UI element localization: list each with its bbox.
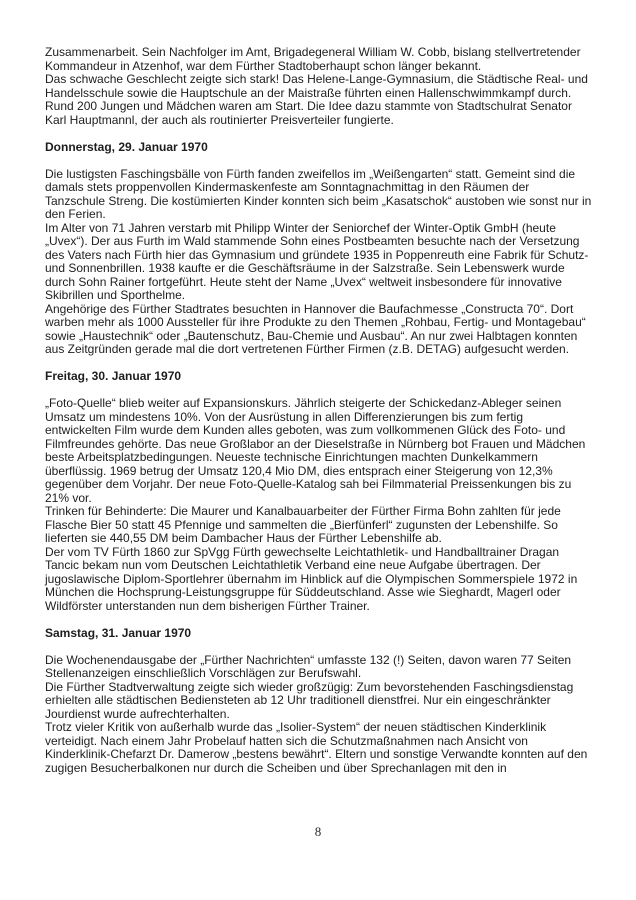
section-paragraph: Trinken für Behinderte: Die Maurer und Kanalbauarbeiter der Fürther Firma Bohn zahlten für jede Flasche Bier 50 statt 45 Pfennige und sammelten die „Bierfünferl“ zugunsten der Lebenshilfe. So lieferten sie 440,55 DM beim Dambacher Haus der Fürther Lebenshilfe ab. (45, 504, 561, 545)
section-heading: Freitag, 30. Januar 1970 (45, 369, 182, 383)
section-paragraph: Trotz vieler Kritik von außerhalb wurde das „Isolier-System“ der neuen städtischen Kinderklinik verteidigt. Nach einem Jahr Probelauf hatten sich die Schutzmaßnahmen nach Ansicht von Kinderklinik-Chefarzt Dr. Damerow „bestens bewährt“. Eltern und sonstige Verwandte konnten auf den zugigen Besucherbalkonen nur durch die Scheiben und über Sprechanlagen mit den in (45, 720, 588, 775)
section-paragraph: Angehörige des Fürther Stadtrates besuchten in Hannover die Baufachmesse „Constructa 70“. Dort warben mehr als 1000 Aussteller für ihre Produkte zu den Themen „Rohbau, Fertig- und Montagebau“ sowie „Haustechnik“ oder „Bautenschutz, Bau-Chemie und Ausbau“. An nur zwei Halbtagen konnten aus Zeitgründen gerade mal die dort vertretenen Fürther Firmen (z.B. DETAG) aufgesucht werden. (45, 301, 586, 356)
section-heading: Samstag, 31. Januar 1970 (45, 625, 192, 640)
section-paragraph: Die Fürther Stadtverwaltung zeigte sich wieder großzügig: Zum bevorstehenden Faschingsdienstag erhielten alle städtischen Bediensteten ab 12 Uhr traditionell dienstfrei. Nur ein eingeschränkter Jourdienst wurde aufrechterhalten. (45, 679, 574, 721)
document-content (45, 46, 592, 775)
section-paragraph: Die lustigsten Faschingsbälle von Fürth fanden zweifellos im „Weißengarten“ statt. Gemeint sind die damals stets proppenvollen Kindermaskenfeste am Sonntagnachmittag in den Räumen der Tanzschule Streng. Die kostümierten Kinder konnten sich beim „Kasatschok“ austoben wie sonst nur in den Ferien. (45, 166, 592, 221)
section-paragraph: Die Wochenendausgabe der „Fürther Nachrichten“ umfasste 132 (!) Seiten, davon waren 77 Seiten Stellenanzeigen einschließlich Vorschlägen zur Berufswahl. (45, 652, 572, 680)
intro-paragraph: Das schwache Geschlecht zeigte sich stark! Das Helene-Lange-Gymnasium, die Städtische Real- und Handelsschule sowie die Hauptschule an der Maistraße führten einen Hallenschwimmkampf durch. Rund 200 Jungen und Mädchen waren am Start. Die Idee dazu stammte von Stadtschulrat Senator Karl Hauptmannl, der auch als routinierter Preisverteiler fungierte. (45, 72, 588, 127)
intro-paragraph: Zusammenarbeit. Sein Nachfolger im Amt, Brigadegeneral William W. Cobb, bislang stellvertretender Kommandeur in Atzenhof, war dem Fürther Stadtoberhaupt schon länger bekannt. (45, 45, 581, 73)
section-paragraph: „Foto-Quelle“ blieb weiter auf Expansionskurs. Jährlich steigerte der Schickedanz-Ableger seinen Umsatz um mindestens 10%. Von der Ausrüstung in allen Differenzierungen bis zum fertig entwickelten Film wurde dem Kunden alles geboten, was zum vollkommenen Glück des Foto- und Filmfreundes gehörte. Das neue Großlabor an der Dieselstraße in Nürnberg bot Frauen und Mädchen beste Arbeitsplatzbedingungen. Neueste technische Einrichtungen machten Dunkelkammern überflüssig. 1969 betrug der Umsatz 120,4 Mio DM, dies entsprach einer Steigerung von 12,3% gegenüber dem Vorjahr. Der neue Foto-Quelle-Katalog sah bei Filmmaterial Preissenkungen bis zu 21% vor. (45, 396, 586, 505)
section-heading: Donnerstag, 29. Januar 1970 (45, 139, 208, 154)
page-number: 8 (314, 824, 322, 839)
section-paragraph: Der vom TV Fürth 1860 zur SpVgg Fürth gewechselte Leichtathletik- und Handballtrainer Dragan Tancic bekam nun vom Deutschen Leichtathletik Verband eine neue Aufgabe übertragen. Der jugoslawische Diplom-Sportlehrer übernahm im Hinblick auf die Olympischen Sommerspiele 1972 in München die Hochsprung-Leistungsgruppe für Süddeutschland. Asse wie Sieghardt, Magerl oder Wildförster unterstanden nun dem bisherigen Fürther Trainer. (45, 544, 578, 613)
section-paragraph: Im Alter von 71 Jahren verstarb mit Philipp Winter der Seniorchef der Winter-Optik GmbH (heute „Uvex“). Der aus Furth im Wald stammende Sohn eines Postbeamten besuchte nach der Versetzung des Vaters nach Fürth hier das Gymnasium und gründete 1935 in Poppenreuth eine Fabrik für Schutz- und Sonnenbrillen. 1938 kaufte er die Geschäftsräume in der Salzstraße. Sein Lebenswerk wurde durch Sohn Rainer fortgeführt. Heute steht der Name „Uvex“ weltweit insbesondere für innovative Skibrillen und Sporthelme. (45, 220, 589, 302)
